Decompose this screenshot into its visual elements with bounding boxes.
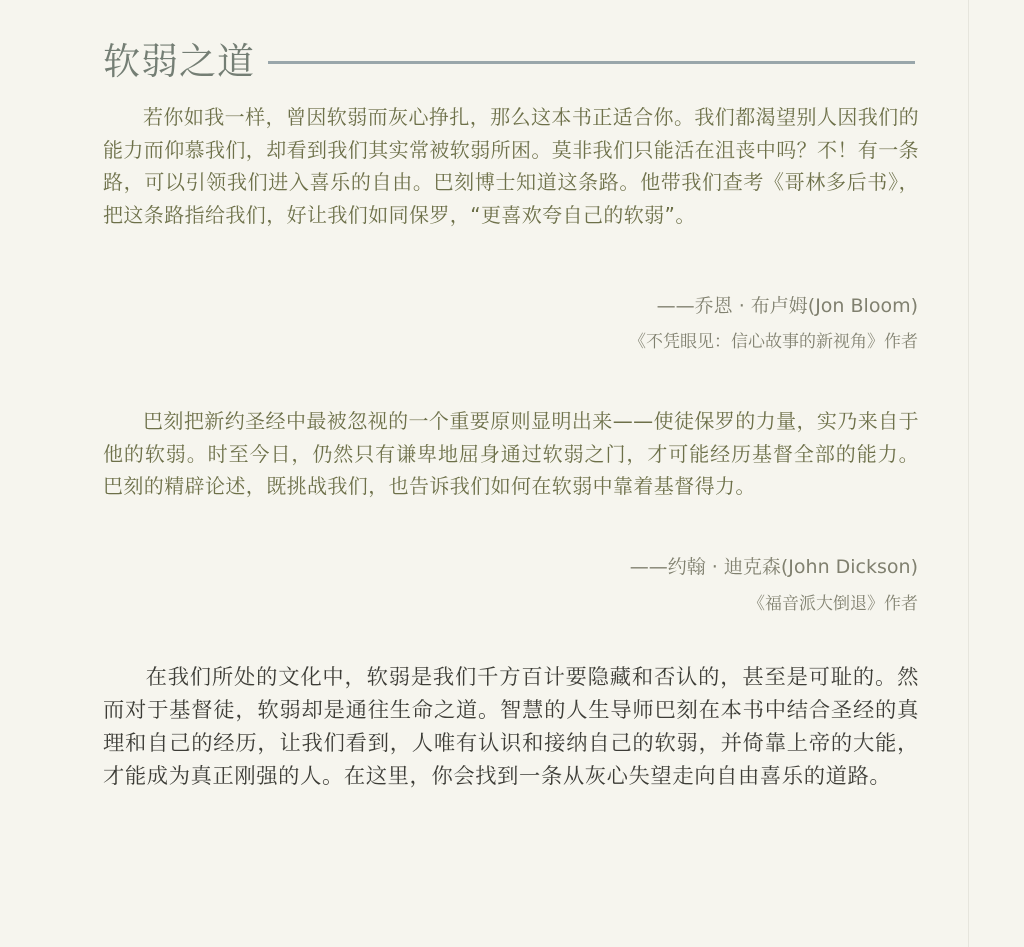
endorsement-book-1: 《不凭眼见：信心故事的新视角》作者: [629, 332, 918, 352]
book-blurb: 在我们所处的文化中，软弱是我们千方百计要隐藏和否认的，甚至是可耻的。然而对于基督徒，软弱却是通往生命之道。智慧的人生导师巴刻在本书中结合圣经的真理和自己的经历，让我们看到，人唯有认识和接纳自己的软弱，并倚靠上帝的大能，才能成为真正刚强的人。在这里，你会找到一条从灰心失望走向自由喜乐的道路。: [103, 665, 919, 789]
title-rule: [268, 61, 915, 64]
endorsement-book-2: 《福音派大倒退》作者: [748, 594, 918, 614]
page-title: 软弱之道: [103, 40, 255, 83]
endorsement-text-2: 巴刻把新约圣经中最被忽视的一个重要原则显明出来——使徒保罗的力量，实乃来自于他的软弱。时至今日，仍然只有谦卑地屈身通过软弱之门，才可能经历基督全部的能力。 巴刻的精辟论述，既挑战我们，也告诉我们如何在软弱中靠着基督得力。: [103, 409, 919, 498]
endorsement-author-1: ——乔恩 · 布卢姆(Jon Bloom): [656, 295, 918, 317]
spine-edge: [968, 0, 969, 947]
endorsement-author-2: ——约翰 · 迪克森(John Dickson): [629, 556, 918, 578]
title-row: [103, 40, 915, 84]
endorsement-text-1: 若你如我一样，曾因软弱而灰心挣扎，那么这本书正适合你。我们都渴望别人因我们的能力而仰慕我们，却看到我们其实常被软弱所困。莫非我们只能活在沮丧中吗？不！有一条路，可以引领我们进入喜乐的自由。巴刻博士知道这条路。他带我们查考《哥林多后书》，把这条路指给我们，好让我们如同保罗，“更喜欢夸自己的软弱”。: [103, 105, 919, 227]
